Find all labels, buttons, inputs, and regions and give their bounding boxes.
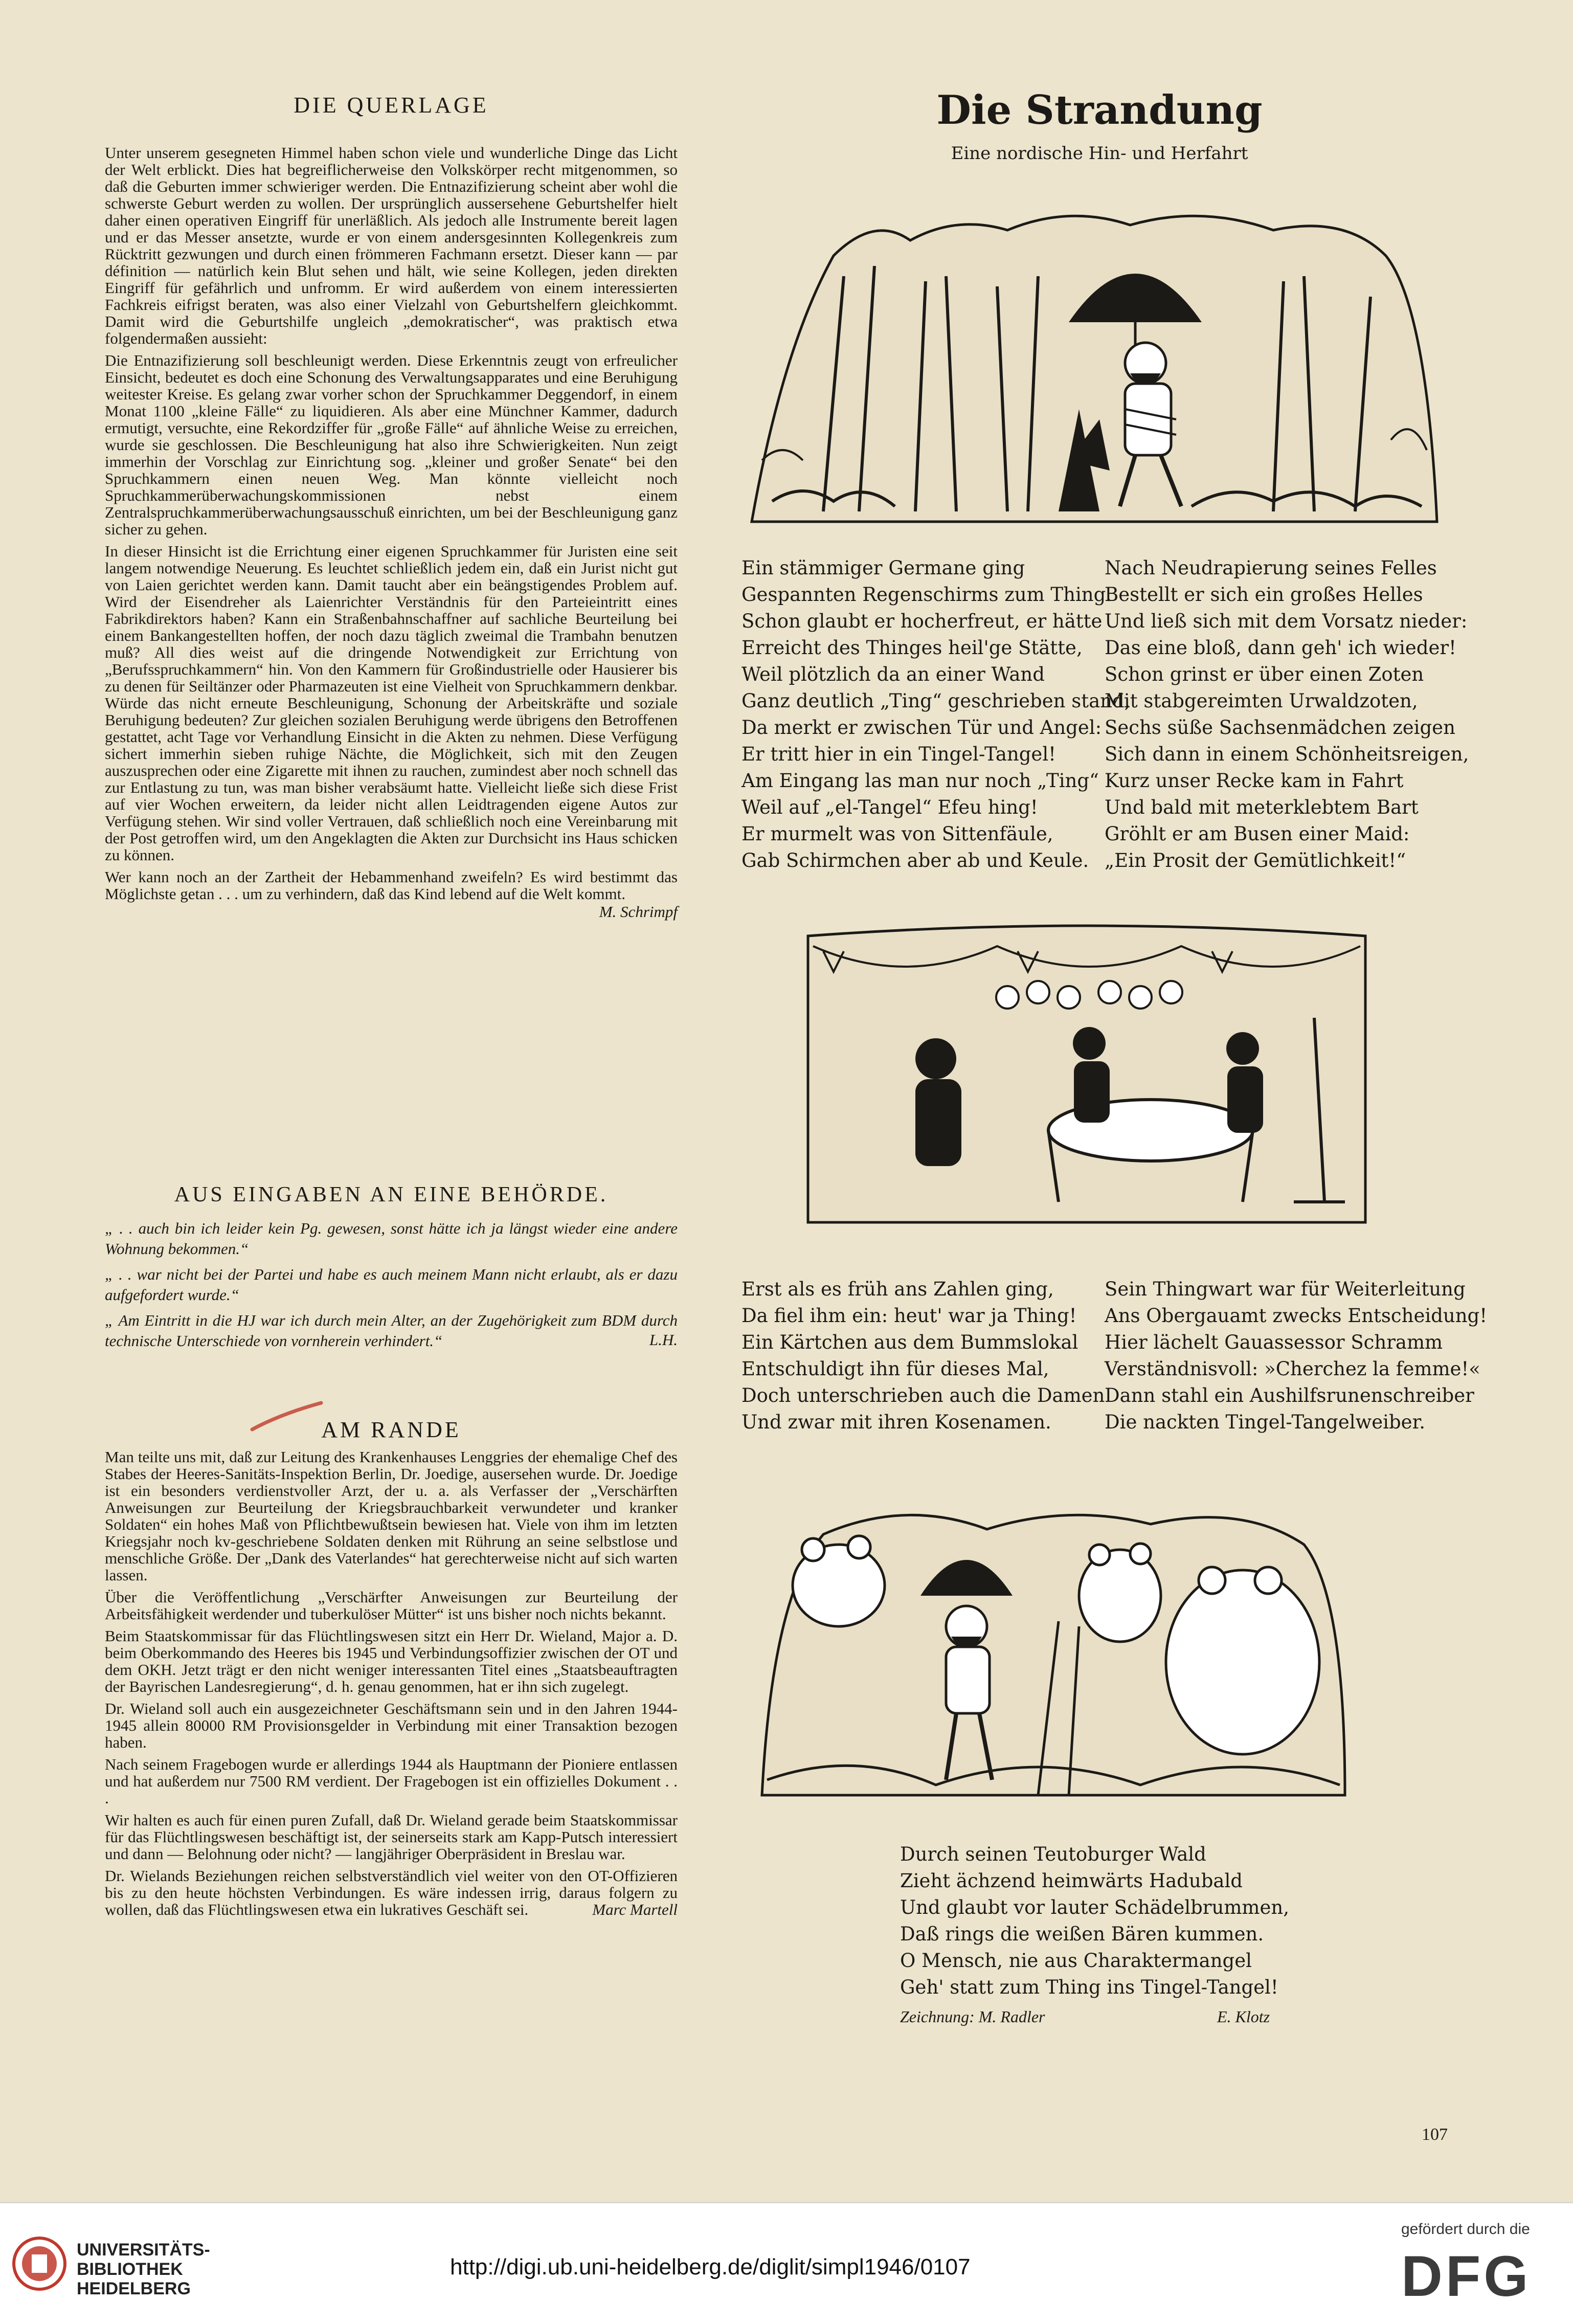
verse-line: Daß rings die weißen Bären kummen. <box>900 1923 1264 1945</box>
paragraph: Über die Veröffentlichung „Verschärfter Anweisungen zur Beurteilung der Arbeitsfähigkeit werdender und tuberkulöser Mütter“ ist uns bisher noch nichts bekannt. <box>105 1588 678 1623</box>
verse-line: Ein stämmiger Germane ging <box>741 557 1025 579</box>
paragraph: Man teilte uns mit, daß zur Leitung des Krankenhauses Lenggries der ehemalige Chef des Stabes der Heeres-Sanitäts-Inspektion Berlin, Dr. Joedige, ausersehen wurde. Dr. Joedige ist ein besonders verdienstvoller Arzt, der u. a. als Verfasser der „Verschärften Anweisungen zur Beurteilung der Kriegsbrauchbarkeit verwundeter und kranker Soldaten“ ein hohes Maß von Pflichtbewußtsein bewiesen hat. Viele von ihm im letzten Kriegsjahr noch kv-geschriebene Soldaten denken mit Rührung an seine selbstlose und menschliche Größe. Der „Dank des Vaterlandes“ hat gerechterweise nicht auf sich warten lassen. <box>105 1448 678 1584</box>
verse-block-2-right <box>1105 1276 1487 1436</box>
paragraph: Dr. Wieland soll auch ein ausgezeichneter Geschäftsmann sein und in den Jahren 1944-1945 allein 80000 RM Provisionsgelder in Verbindung mit einer Transaktion bezogen haben. <box>105 1700 678 1751</box>
illustration-credit: Zeichnung: M. Radler <box>900 2007 1045 2026</box>
signature: M. Schrimpf <box>599 903 678 921</box>
paragraph: Die Entnazifizierung soll beschleunigt werden. Diese Erkenntnis zeugt von erfreulicher Einsicht, bedeutet es doch eine Schonung des Verwaltungsapparates und eine Beruhigung weitester Kreise. Es gelang zwar vorher schon der Spruchkammer Deggendorf, in einem Monat 1100 „kleine Fälle“ zu liquidieren. Als aber eine Münchner Kammer, dadurch ermutigt, versuchte, eine Rekordziffer für „große Fälle“ auf ähnliche Weise zu erreichen, wurde sie geschlossen. Die Beschleunigung hat also ihre Schwierigkeiten. Nun zeigt immerhin der Vorschlag zur Einrichtung sog. „kleiner und großer Senate“ bei den Spruchkammern einen neuen Weg. Man könnte vielleicht noch Spruchkammerüberwachungskommissionen nebst einem Zentralspruchkammerüberwachungsausschuß einrichten, um bei der Beschleunigung ganz sicher zu gehen. <box>105 351 678 538</box>
paragraph: Beim Staatskommissar für das Flüchtlingswesen sitzt ein Herr Dr. Wieland, Major a. D. beim Oberkommando des Heeres bis 1945 und Verbindungsoffizier zwischen der OT und dem OKH. Jetzt trägt er den nicht weniger interessanten Titel eines „Staatsbeauftragten der Bayrischen Landesregierung“, d. h. genau genommen, hat er ihn sich zugelegt. <box>105 1627 678 1695</box>
verse-line: Weil plötzlich da an einer Wand <box>741 663 1045 685</box>
verse-block-3 <box>900 1841 1289 2001</box>
article-title-querlage: DIE QUERLAGE <box>294 93 489 118</box>
verse-line: Am Eingang las man nur noch „Ting“ <box>741 770 1099 792</box>
illustration-tavern <box>803 915 1370 1233</box>
poem-title: Die Strandung <box>936 87 1263 133</box>
verse-line: Kurz unser Recke kam in Fahrt <box>1105 770 1404 792</box>
verse-line: Gespannten Regenschirms zum Thing. <box>741 584 1112 606</box>
verse-line: „Ein Prosit der Gemütlichkeit!“ <box>1105 850 1406 872</box>
verse-line: Erst als es früh ans Zahlen ging, <box>741 1278 1054 1300</box>
verse-line: Geh' statt zum Thing ins Tingel-Tangel! <box>900 1976 1278 1998</box>
poem-author: E. Klotz <box>1217 2007 1270 2026</box>
article-am-rande <box>105 1448 678 1918</box>
verse-block-2-left <box>741 1276 1105 1436</box>
paragraph: Wer kann noch an der Zartheit der Hebammenhand zweifeln? Es wird bestimmt das Möglichste getan . . . um zu verhindern, daß das Kind lebend auf die Welt kommt. <box>105 868 678 903</box>
signature: Marc Martell <box>592 1901 678 1918</box>
university-seal-icon <box>11 2228 68 2299</box>
poem-subtitle: Eine nordische Hin- und Herfahrt <box>951 143 1248 164</box>
verse-line: Das eine bloß, dann geh' ich wieder! <box>1105 637 1456 659</box>
verse-line: Entschuldigt ihn für dieses Mal, <box>741 1358 1049 1380</box>
dfg-logo: DFG <box>1401 2244 1532 2308</box>
verse-line: Und glaubt vor lauter Schädelbrummen, <box>900 1896 1289 1918</box>
verse-line: Erreicht des Thinges heil'ge Stätte, <box>741 637 1083 659</box>
source-url-link[interactable]: http://digi.ub.uni-heidelberg.de/diglit/simpl1946/0107 <box>450 2254 971 2280</box>
verse-line: Ein Kärtchen aus dem Bummslokal <box>741 1331 1078 1353</box>
footer-bar <box>0 2202 1573 2324</box>
verse-line: Doch unterschrieben auch die Damen <box>741 1384 1105 1406</box>
verse-line: Schon grinst er über einen Zoten <box>1105 663 1424 685</box>
article-title-eingaben: AUS EINGABEN AN EINE BEHÖRDE. <box>174 1183 609 1206</box>
signature: L.H. <box>649 1331 678 1349</box>
article-title-am-rande: AM RANDE <box>321 1417 461 1442</box>
verse-line: Verständnisvoll: »Cherchez la femme!« <box>1105 1358 1480 1380</box>
library-name <box>77 2240 210 2298</box>
funding-note: gefördert durch die <box>1401 2221 1530 2238</box>
verse-line: Zieht ächzend heimwärts Hadubald <box>900 1870 1243 1892</box>
quote: „ Am Eintritt in die HJ war ich durch mein Alter, an der Zugehörigkeit zum BDM durch technische Unterschiede von vornherein verhindert.“ <box>105 1311 678 1350</box>
verse-line: Ans Obergauamt zwecks Entscheidung! <box>1105 1305 1488 1327</box>
verse-line: Sechs süße Sachsenmädchen zeigen <box>1105 717 1455 739</box>
verse-line: Er tritt hier in ein Tingel-Tangel! <box>741 743 1057 765</box>
verse-line: Bestellt er sich ein großes Helles <box>1105 584 1423 606</box>
verse-line: Gab Schirmchen aber ab und Keule. <box>741 850 1089 872</box>
illustration-bears <box>752 1493 1355 1805</box>
illustration-forest <box>741 194 1447 537</box>
library-line: BIBLIOTHEK <box>77 2260 183 2279</box>
library-line: UNIVERSITÄTS- <box>77 2240 210 2260</box>
verse-line: Schon glaubt er hocherfreut, er hätte <box>741 610 1103 632</box>
verse-line: Nach Neudrapierung seines Felles <box>1105 557 1437 579</box>
paragraph: Dr. Wielands Beziehungen reichen selbstverständlich viel weiter von den OT-Offizieren bis zu den heute höchsten Verbindungen. Es wäre indessen irrig, daraus folgern zu wollen, daß das Flüchtlingswesen etwa ein lukratives Geschäft sei. <box>105 1867 678 1918</box>
verse-block-1-right <box>1105 555 1469 874</box>
verse-line: Mit stabgereimten Urwaldzoten, <box>1105 690 1418 712</box>
verse-block-1-left <box>741 555 1130 874</box>
verse-line: Da fiel ihm ein: heut' war ja Thing! <box>741 1305 1077 1327</box>
verse-line: O Mensch, nie aus Charaktermangel <box>900 1950 1252 1972</box>
verse-line: Und bald mit meterklebtem Bart <box>1105 796 1419 818</box>
verse-line: Weil auf „el-Tangel“ Efeu hing! <box>741 796 1038 818</box>
verse-line: Da merkt er zwischen Tür und Angel: <box>741 717 1102 739</box>
verse-line: Gröhlt er am Busen einer Maid: <box>1105 823 1410 845</box>
verse-line: Die nackten Tingel-Tangelweiber. <box>1105 1411 1425 1433</box>
paragraph: Unter unserem gesegneten Himmel haben schon viele und wunderliche Dinge das Licht der Welt erblickt. Dies hat begreiflicherweise den Volkskörper recht mitgenommen, so daß die Geburten immer schwieriger werden. Die Entnazifizierung scheint aber wohl die schwerste Geburt werden zu wollen. Der ursprünglich aussersehene Geburtshelfer hielt daher einen operativen Eingriff für unerläßlich. Als jedoch alle Instrumente bereit lagen und er das Messer ansetzte, wurde er von einem andersgesinnten Kollegenkreis zum Rücktritt gezwungen und durch einen frömmeren Fachmann ersetzt. Dieser kann — par définition — natürlich kein Blut sehen und hält, wie seine Kollegen, jeden direkten Eingriff für gefährlich und unfromm. Er wird außerdem von einem interessierten Fachkreis eifrigst beraten, was also einer Vielzahl von Geburtshelfern gleichkommt. Damit wird die Geburtshilfe ungleich „demokratischer“, was praktisch etwa folgendermaßen aussieht: <box>105 144 678 347</box>
article-eingaben <box>105 1218 678 1350</box>
verse-line: Durch seinen Teutoburger Wald <box>900 1843 1206 1865</box>
verse-line: Und zwar mit ihren Kosenamen. <box>741 1411 1051 1433</box>
quote: „ . . auch bin ich leider kein Pg. gewesen, sonst hätte ich ja längst wieder eine andere Wohnung bekommen.“ <box>105 1219 678 1258</box>
verse-line: Sich dann in einem Schönheitsreigen, <box>1105 743 1469 765</box>
verse-line: Sein Thingwart war für Weiterleitung <box>1105 1278 1466 1300</box>
article-querlage <box>105 144 678 920</box>
paragraph: Wir halten es auch für einen puren Zufall, daß Dr. Wieland gerade beim Staatskommissar für das Flüchtlingswesen beschäftigt ist, der seinerseits stark am Kapp-Putsch interessiert und dann — Belohnung oder nicht? — langjähriger Oberpräsident in Breslau war. <box>105 1811 678 1863</box>
page-number: 107 <box>1422 2125 1448 2144</box>
verse-line: Hier lächelt Gauassessor Schramm <box>1105 1331 1443 1353</box>
verse-line: Dann stahl ein Aushilfsrunenschreiber <box>1105 1384 1474 1406</box>
verse-line: Er murmelt was von Sittenfäule, <box>741 823 1053 845</box>
verse-line: Und ließ sich mit dem Vorsatz nieder: <box>1105 610 1468 632</box>
quote: „ . . war nicht bei der Partei und habe es auch meinem Mann nicht erlaubt, als er dazu aufgefordert wurde.“ <box>105 1265 678 1304</box>
library-line: HEIDELBERG <box>77 2279 191 2298</box>
verse-line: Ganz deutlich „Ting“ geschrieben stand, <box>741 690 1131 712</box>
paragraph: In dieser Hinsicht ist die Errichtung einer eigenen Spruchkammer für Juristen eine seit langem notwendige Neuerung. Es leuchtet schließlich jedem ein, daß ein Jurist nicht gut von Laien gerichtet werden kann. Damit taucht aber ein beängstigendes Problem auf. Wird der Eisendreher als Laienrichter Verständnis für den Parteieintritt eines Fabrikdirektors haben? Kann ein Straßenbahnschaffner auf sachliche Beurteilung bei einem Bankangestellten hoffen, der noch dazu täglich zweimal die Trambahn benutzen muß? All dies weist auf die dringende Notwendigkeit zur Errichtung von „Berufsspruchkammern“ hin. Von den Kammern für Großindustrielle oder Hausierer bis zu denen für Seiltänzer oder Pharmazeuten ist eine Vielheit von Spruchkammern denkbar. Würde das nicht erneute Beschleunigung, Schonung der Arbeitskräfte und soziale Beruhigung bedeuten? Zur gleichen sozialen Beruhigung werde übrigens den Betroffenen gestattet, acht Tage vor Verhandlung Einsicht in die Akten zu nehmen. Diese Verfügung sichert immerhin sieben ruhige Nächte, die Möglichkeit, sich mit den Zeugen auszusprechen oder eine Zigarette mit ihnen zu rauchen, zumindest aber noch schnell das zur Entlastung zu tun, was man bisher verabsäumt hatte. Vielleicht ließe sich diese Frist auf vier Wochen erweitern, da leider nicht allen Leidtragenden eigene Autos zur Verfügung stehen. Wir sind voller Vertrauen, daß schließlich noch eine Vereinbarung mit der Post getroffen wird, um den Angeklagten die Akten zur Durchsicht ins Haus schicken zu können. <box>105 542 678 864</box>
paragraph: Nach seinem Fragebogen wurde er allerdings 1944 als Hauptmann der Pioniere entlassen und hat außerdem nur 7500 RM verdient. Der Fragebogen ist ein offizielles Dokument . . . <box>105 1755 678 1807</box>
